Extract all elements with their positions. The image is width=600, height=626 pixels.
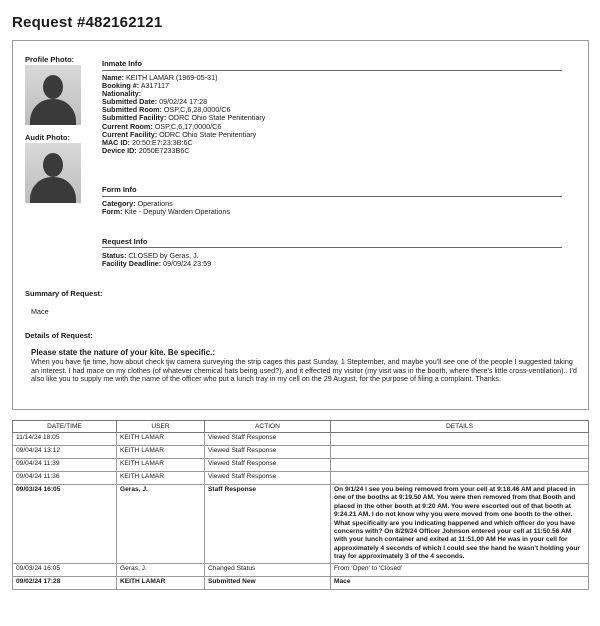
field-value: Operations — [137, 199, 173, 208]
cell-action: Changed Status — [205, 563, 331, 576]
field-label: Current Facility: — [102, 129, 158, 139]
info-field — [102, 208, 230, 216]
field-value: 2050E7233B6C — [138, 145, 190, 155]
history-row — [13, 446, 589, 459]
field-value: OSP,C,6,28,0000/C6 — [163, 105, 231, 115]
cell-datetime: 09/04/24 11:36 — [13, 472, 117, 485]
field-value: 09/02/24 17:28 — [159, 97, 208, 107]
field-label: MAC ID: — [102, 137, 130, 147]
field-label: Nationality: — [102, 89, 142, 99]
history-row — [13, 485, 589, 564]
audit-photo-label: Audit Photo: — [25, 133, 70, 142]
field-label: Facility Deadline: — [102, 259, 162, 269]
details-label: Details of Request: — [25, 331, 93, 340]
field-label: Submitted Facility: — [102, 113, 167, 123]
cell-datetime: 09/03/24 16:05 — [13, 563, 117, 576]
cell-datetime: 09/04/24 13:12 — [13, 446, 117, 459]
history-row — [13, 472, 589, 485]
request-info-heading: Request Info — [102, 237, 148, 246]
page-title: Request #482162121 — [12, 14, 163, 31]
cell-details: Mace — [331, 576, 589, 589]
field-label: Name: — [102, 73, 124, 82]
field-value: ODRC Ohio State Penitentiary — [159, 129, 257, 139]
audit-photo — [25, 143, 81, 203]
cell-datetime: 09/04/24 11:39 — [13, 459, 117, 472]
details-question: Please state the nature of your kite. Be specific.: — [31, 348, 216, 357]
cell-details — [331, 459, 589, 472]
history-row — [13, 563, 589, 576]
cell-datetime: 09/02/24 17:28 — [13, 576, 117, 589]
column-header: DATE/TIME — [13, 421, 117, 433]
history-row — [13, 576, 589, 589]
history-table — [12, 420, 589, 590]
cell-details — [331, 472, 589, 485]
history-row — [13, 459, 589, 472]
cell-user: Geras, J. — [117, 563, 205, 576]
form-info-fields — [102, 200, 230, 216]
cell-action: Viewed Staff Response — [205, 472, 331, 485]
history-header-row — [13, 421, 589, 433]
profile-photo — [25, 65, 81, 125]
form-info-heading: Form Info — [102, 185, 137, 194]
cell-details: From 'Open' to 'Closed' — [331, 563, 589, 576]
field-value: KEITH LAMAR (1969-05-31) — [125, 73, 218, 82]
cell-datetime: 11/14/24 18:05 — [13, 433, 117, 446]
inmate-info-fields — [102, 74, 265, 155]
cell-user: KEITH LAMAR — [117, 459, 205, 472]
cell-action: Viewed Staff Response — [205, 433, 331, 446]
history-row — [13, 433, 589, 446]
field-value: A317117 — [140, 81, 169, 91]
cell-details: On 9/1/24 I see you being removed from your cell at 9:18.46 AM and placed in one of the booths at 9:19.50 AM. You were then removed from that Booth and placed in the other booth at 9:20 AM. You were escorted out of that booth at 9:24.21 AM. I do not know why you were moved from one booth to the other. What specifically are you indicating happened and which officer do you have concerns with? On 8/29/24 Officer Johnson entered your cell at 11:50.56 AM with your lunch container and exited at 11:51.00 AM He was in your cell for approximately 4 seconds of which I could see the hand he wasn't holding your tray for approximately 3 of the 4 seconds. — [331, 485, 589, 564]
field-label: Submitted Date: — [102, 97, 158, 107]
column-header: DETAILS — [331, 421, 589, 433]
field-value: 20:50:E7:23:3B:6C — [131, 137, 193, 147]
field-value: CLOSED by Geras, J. — [128, 251, 199, 260]
request-document — [12, 40, 589, 410]
cell-action: Viewed Staff Response — [205, 446, 331, 459]
field-label: Current Room: — [102, 121, 153, 131]
cell-user: KEITH LAMAR — [117, 446, 205, 459]
profile-photo-label: Profile Photo: — [25, 55, 75, 64]
field-label: Category: — [102, 199, 136, 208]
field-value: 09/09/24 23:59 — [163, 259, 212, 269]
field-label: Form: — [102, 207, 123, 217]
info-field — [102, 260, 211, 268]
field-value: OSP,C,6,17,0000/C6 — [154, 121, 222, 131]
field-label: Device ID: — [102, 145, 137, 155]
cell-details — [331, 446, 589, 459]
summary-value: Mace — [31, 307, 49, 316]
column-header: USER — [117, 421, 205, 433]
inmate-info-heading: Inmate Info — [102, 59, 143, 68]
details-text: When you have fje time, how about check tjw camera surveying the strip cages this past Sunday, 1 Steptember, and maybe you'll see one of the people I suggested taking an interest. I had mace on my clothes (of whatever chemical hats being used?), and it effected my visitor (my visit was in the booth, where there's little cross-ventilation).. I'd also like you to supply me with the name of the officer who put a lunch tray in my cell on the 29 August, for the purpose of filing a complaint. Thanks. — [31, 357, 577, 384]
field-label: Submitted Room: — [102, 105, 162, 115]
column-header: ACTION — [205, 421, 331, 433]
summary-label: Summary of Request: — [25, 289, 103, 298]
cell-user: Geras, J. — [117, 485, 205, 564]
cell-action: Submitted New — [205, 576, 331, 589]
cell-user: KEITH LAMAR — [117, 433, 205, 446]
info-field — [102, 147, 265, 155]
field-value: ODRC Ohio State Penitentiary — [168, 113, 266, 123]
field-label: Status: — [102, 251, 127, 260]
cell-details — [331, 433, 589, 446]
request-info-fields — [102, 252, 211, 268]
cell-action: Viewed Staff Response — [205, 459, 331, 472]
field-value: Kite - Deputy Warden Operations — [124, 207, 230, 217]
cell-user: KEITH LAMAR — [117, 576, 205, 589]
field-label: Booking #: — [102, 81, 140, 91]
cell-datetime: 09/03/24 16:05 — [13, 485, 117, 564]
cell-user: KEITH LAMAR — [117, 472, 205, 485]
cell-action: Staff Response — [205, 485, 331, 564]
